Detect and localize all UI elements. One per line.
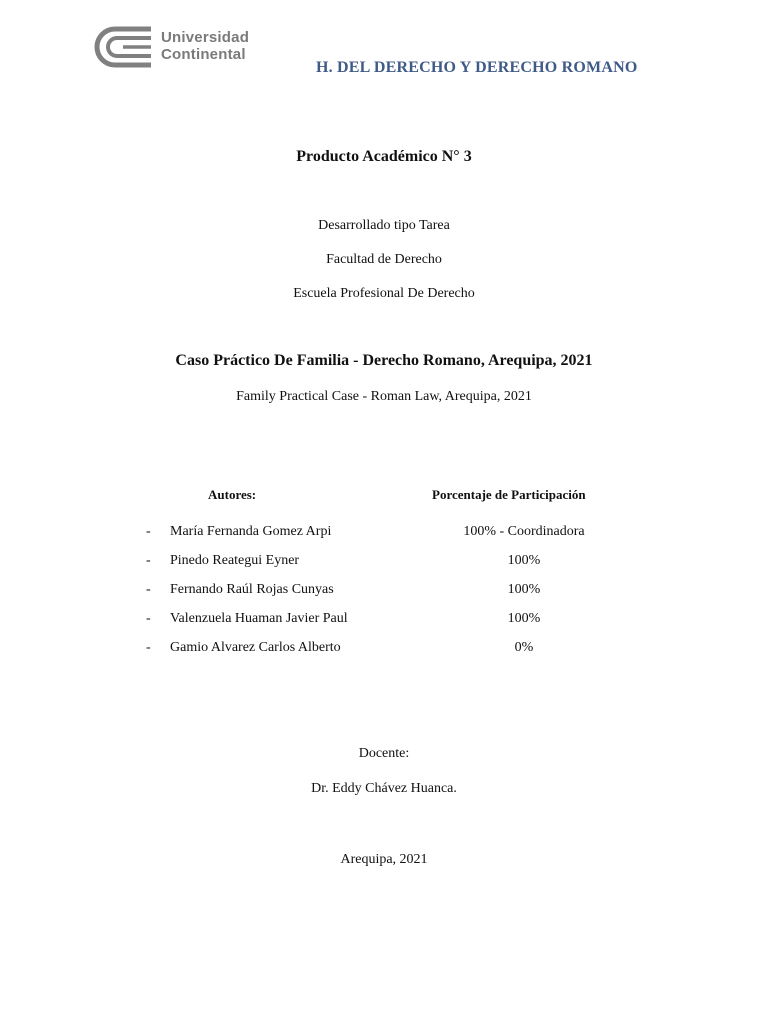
author-participation: 100% - Coordinadora bbox=[463, 524, 585, 539]
authors-column-header: Autores: bbox=[208, 487, 257, 502]
docente-label: Docente: bbox=[358, 746, 410, 761]
table-row bbox=[0, 553, 768, 573]
table-row bbox=[0, 640, 768, 660]
university-logo bbox=[93, 25, 253, 71]
docente-name: Dr. Eddy Chávez Huanca. bbox=[311, 781, 457, 796]
author-name: María Fernanda Gomez Arpi bbox=[170, 524, 332, 539]
faculty-name: Facultad de Derecho bbox=[326, 252, 442, 267]
case-subtitle: Family Practical Case - Roman Law, Arequipa, 2021 bbox=[236, 389, 532, 404]
university-logo-icon bbox=[93, 25, 155, 69]
university-name-line2: Continental bbox=[161, 46, 246, 63]
bullet-dash: - bbox=[146, 611, 151, 626]
table-row bbox=[0, 524, 768, 544]
document-title: Producto Académico N° 3 bbox=[296, 148, 472, 165]
author-participation: 0% bbox=[514, 640, 534, 655]
bullet-dash: - bbox=[146, 582, 151, 597]
author-name: Pinedo Reategui Eyner bbox=[170, 553, 300, 568]
author-name: Fernando Raúl Rojas Cunyas bbox=[170, 582, 334, 597]
author-name: Gamio Alvarez Carlos Alberto bbox=[170, 640, 341, 655]
bullet-dash: - bbox=[146, 524, 151, 539]
bullet-dash: - bbox=[146, 640, 151, 655]
table-row bbox=[0, 582, 768, 602]
table-row bbox=[0, 611, 768, 631]
university-name-line1: Universidad bbox=[161, 29, 250, 46]
author-participation: 100% bbox=[507, 553, 541, 568]
author-participation: 100% bbox=[507, 611, 541, 626]
course-header: H. DEL DERECHO Y DERECHO ROMANO bbox=[316, 59, 638, 76]
case-title: Caso Práctico De Familia - Derecho Romano, Arequipa, 2021 bbox=[175, 352, 593, 369]
school-name: Escuela Profesional De Derecho bbox=[293, 286, 475, 301]
bullet-dash: - bbox=[146, 553, 151, 568]
university-name bbox=[161, 29, 249, 63]
author-participation: 100% bbox=[507, 582, 541, 597]
author-name: Valenzuela Huaman Javier Paul bbox=[170, 611, 348, 626]
assignment-type: Desarrollado tipo Tarea bbox=[318, 218, 450, 233]
participation-column-header: Porcentaje de Participación bbox=[432, 487, 586, 502]
place-date: Arequipa, 2021 bbox=[340, 852, 428, 867]
